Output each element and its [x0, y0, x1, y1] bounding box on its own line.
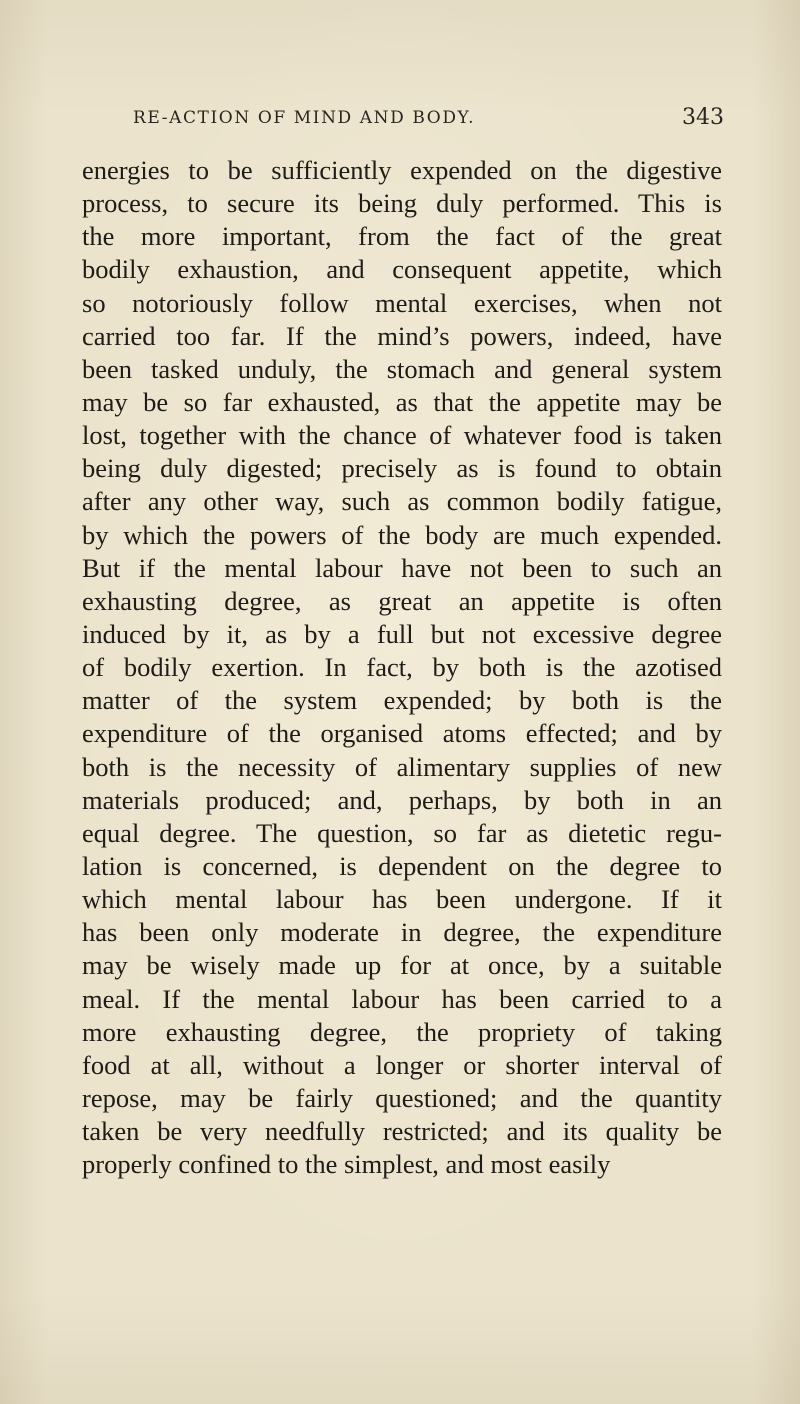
text-line: equal degree. The question, so far as dietetic regu-: [82, 817, 722, 848]
running-head: RE-ACTION OF MIND AND BODY.: [133, 108, 476, 128]
text-line: more exhausting degree, the propriety of taking: [82, 1016, 722, 1047]
text-line: meal. If the mental labour has been carried to a: [82, 983, 722, 1014]
body-text: [82, 154, 722, 1181]
text-line: so notoriously follow mental exercises, when not: [82, 287, 722, 318]
text-line: materials produced; and, perhaps, by both in an: [82, 784, 722, 815]
text-line: lation is concerned, is dependent on the degree to: [82, 850, 722, 881]
text-line: properly confined to the simplest, and most easily: [82, 1149, 611, 1180]
text-line: has been only moderate in degree, the expenditure: [82, 917, 722, 948]
text-line: may be wisely made up for at once, by a suitable: [82, 950, 722, 981]
text-line: bodily exhaustion, and consequent appetite, which: [82, 254, 722, 285]
text-line: carried too far. If the mind’s powers, indeed, have: [82, 320, 722, 351]
text-line: been tasked unduly, the stomach and general system: [82, 353, 722, 384]
text-line: lost, together with the chance of whatever food is taken: [82, 420, 722, 451]
text-line: both is the necessity of alimentary supplies of new: [82, 751, 722, 782]
text-line: the more important, from the fact of the great: [82, 221, 722, 252]
text-line: by which the powers of the body are much expended.: [82, 519, 722, 550]
text-line: after any other way, such as common bodily fatigue,: [82, 486, 722, 517]
text-line: food at all, without a longer or shorter interval of: [82, 1049, 722, 1080]
text-line: But if the mental labour have not been to such an: [82, 552, 722, 583]
text-line: induced by it, as by a full but not excessive degree: [82, 618, 722, 649]
text-line: energies to be sufficiently expended on the digestive: [82, 155, 722, 185]
text-line: repose, may be fairly questioned; and the quantity: [82, 1082, 722, 1113]
text-line: being duly digested; precisely as is found to obtain: [82, 453, 722, 484]
text-line: process, to secure its being duly performed. This is: [82, 188, 722, 219]
text-line: may be so far exhausted, as that the appetite may be: [82, 386, 722, 417]
text-line: taken be very needfully restricted; and its quality be: [82, 1116, 722, 1147]
page-number: 343: [682, 105, 724, 130]
text-line: matter of the system expended; by both is the: [82, 685, 722, 716]
text-line: which mental labour has been undergone. If it: [82, 884, 722, 915]
text-line: expenditure of the organised atoms effected; and by: [82, 718, 722, 749]
text-line: of bodily exertion. In fact, by both is the azotised: [82, 652, 722, 683]
text-line: exhausting degree, as great an appetite is often: [82, 585, 722, 616]
